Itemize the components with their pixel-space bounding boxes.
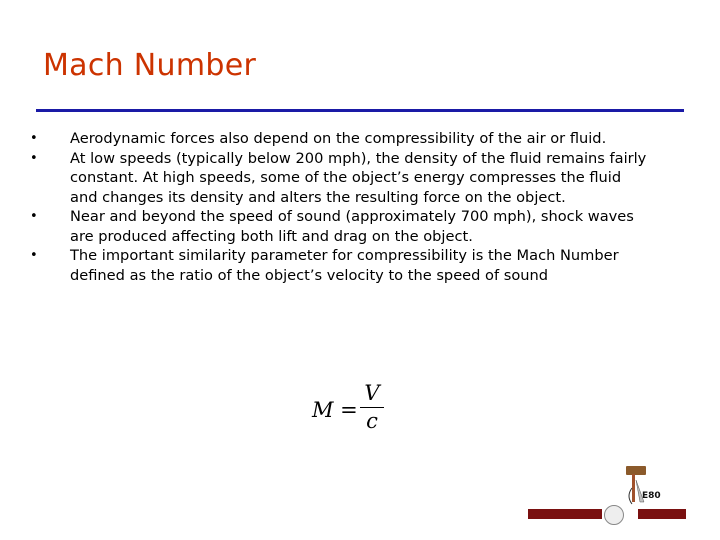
bullet-text: Aerodynamic forces also depend on the compressibility of the air or fluid. [70,130,607,147]
bullet-dot-icon: • [30,131,38,146]
formula-lhs: M = [312,398,358,422]
bullet-text: Near and beyond the speed of sound (approximately 700 mph), shock waves are produced affecting both lift and drag on the object. [70,208,634,245]
bullet-text: At low speeds (typically below 200 mph), the density of the fluid remains fairly constant. At high speeds, some of the object’s energy compresses the fluid and changes its density and alters the resulting force on the object. [70,149,647,206]
bullet-list [30,129,650,285]
slide-title: Mach Number [43,48,257,83]
bullet-dot-icon: • [30,209,38,224]
bullet-text: The important similarity parameter for compressibility is the Mach Number defined as the ratio of the object’s velocity to the speed of sound [70,247,619,284]
bullet-item [30,129,650,149]
bullet-item [30,149,650,208]
seal-icon [604,505,624,525]
bullet-item [30,246,650,285]
bullet-dot-icon: • [30,248,38,263]
bullet-dot-icon: • [30,150,38,166]
bullet-item [30,207,650,246]
logo-bar-right [638,509,686,519]
logo-tag: E80 [642,491,661,501]
fraction-bar [360,407,384,408]
title-divider [36,109,684,112]
formula-denominator: c [366,409,378,433]
formula-numerator: V [364,381,380,405]
formula-fraction [360,380,384,433]
logo-bar-left [528,509,602,519]
